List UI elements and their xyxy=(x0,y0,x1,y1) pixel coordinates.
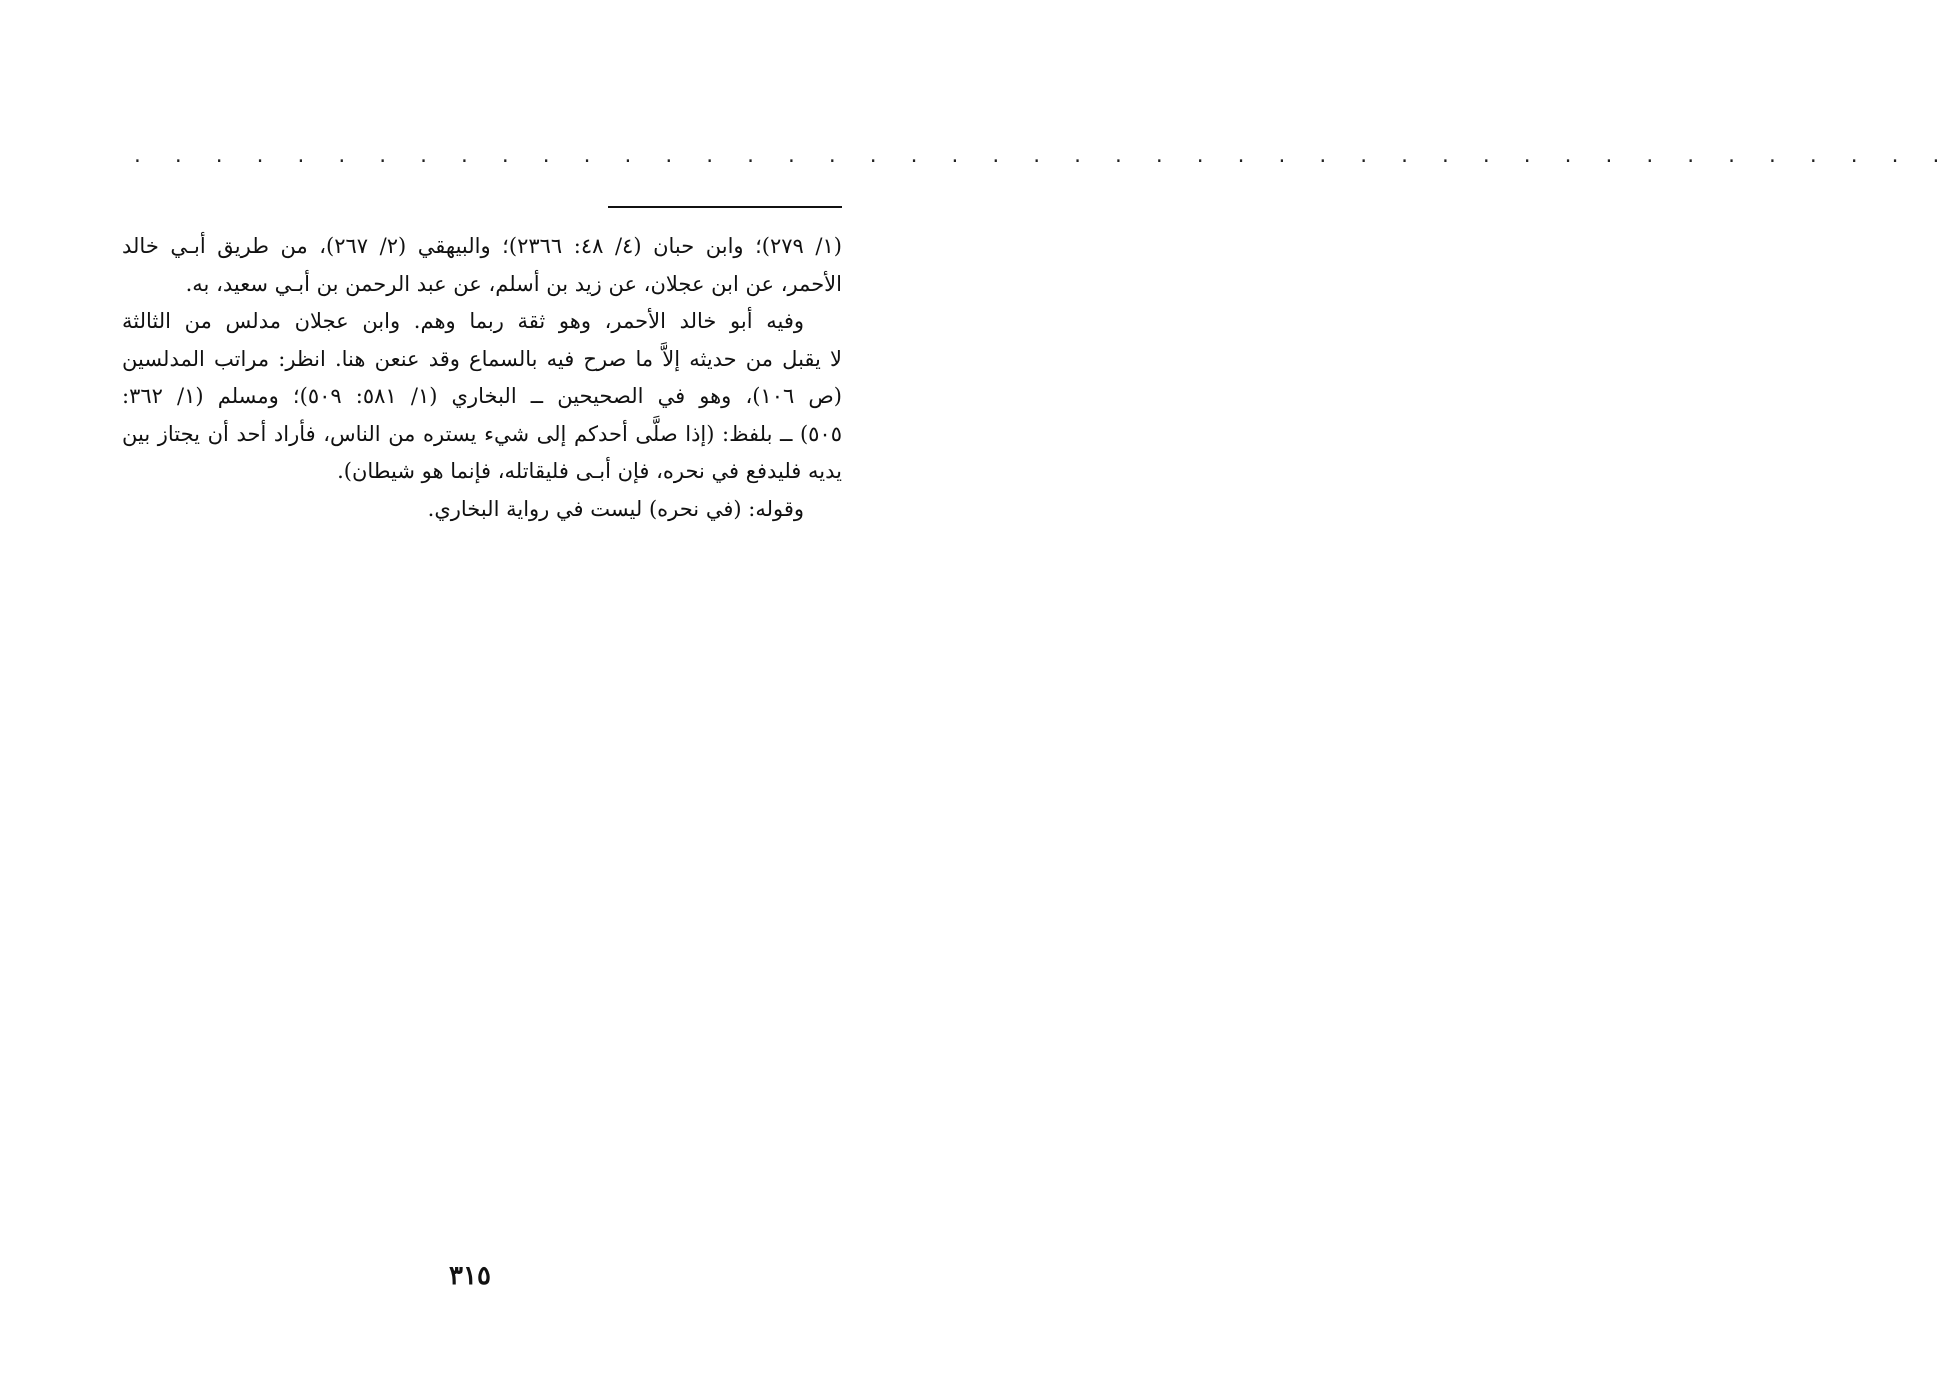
footnote-rule xyxy=(608,206,842,208)
footnote-line: (١/ ٢٧٩)؛ وابن حبان (٤/ ٤٨: ٢٣٦٦)؛ والبيهقي (٢/ ٢٦٧)، من طريق أبـي خالد xyxy=(122,234,842,258)
footnote-line: ٥٠٥) ــ بلفظ: (إذا صلَّى أحدكم إلى شيء يستره من الناس، فأراد أحد أن يجتاز بين xyxy=(122,421,842,446)
footnote-text xyxy=(122,228,842,528)
footnote-line: يديه فليدفع في نحره، فإن أبـى فليقاتله، فإنما هو شيطان). xyxy=(337,459,842,483)
footnote-line: وقوله: (في نحره) ليست في رواية البخاري. xyxy=(427,496,804,521)
dotted-separator: . . . . . . . . . . . . . . . . . . . . . . . . . . . . . . . . . . . . . . . . . . . . . xyxy=(132,146,1951,167)
footnote-line: وفيه أبو خالد الأحمر، وهو ثقة ربما وهم. وابن عجلان مدلس من الثالثة xyxy=(122,309,804,333)
footnote-line: (ص ١٠٦)، وهو في الصحيحين ــ البخاري (١/ ٥٨١: ٥٠٩)؛ ومسلم (١/ ٣٦٢: xyxy=(122,384,842,408)
footnote-line: لا يقبل من حديثه إلاَّ ما صرح فيه بالسماع وقد عنعن هنا. انظر: مراتب المدلسين xyxy=(122,346,842,371)
page-number: ٣١٥ xyxy=(449,1261,491,1291)
footnote-line: الأحمر، عن ابن عجلان، عن زيد بن أسلم، عن عبد الرحمن بن أبـي سعيد، به. xyxy=(185,271,842,296)
